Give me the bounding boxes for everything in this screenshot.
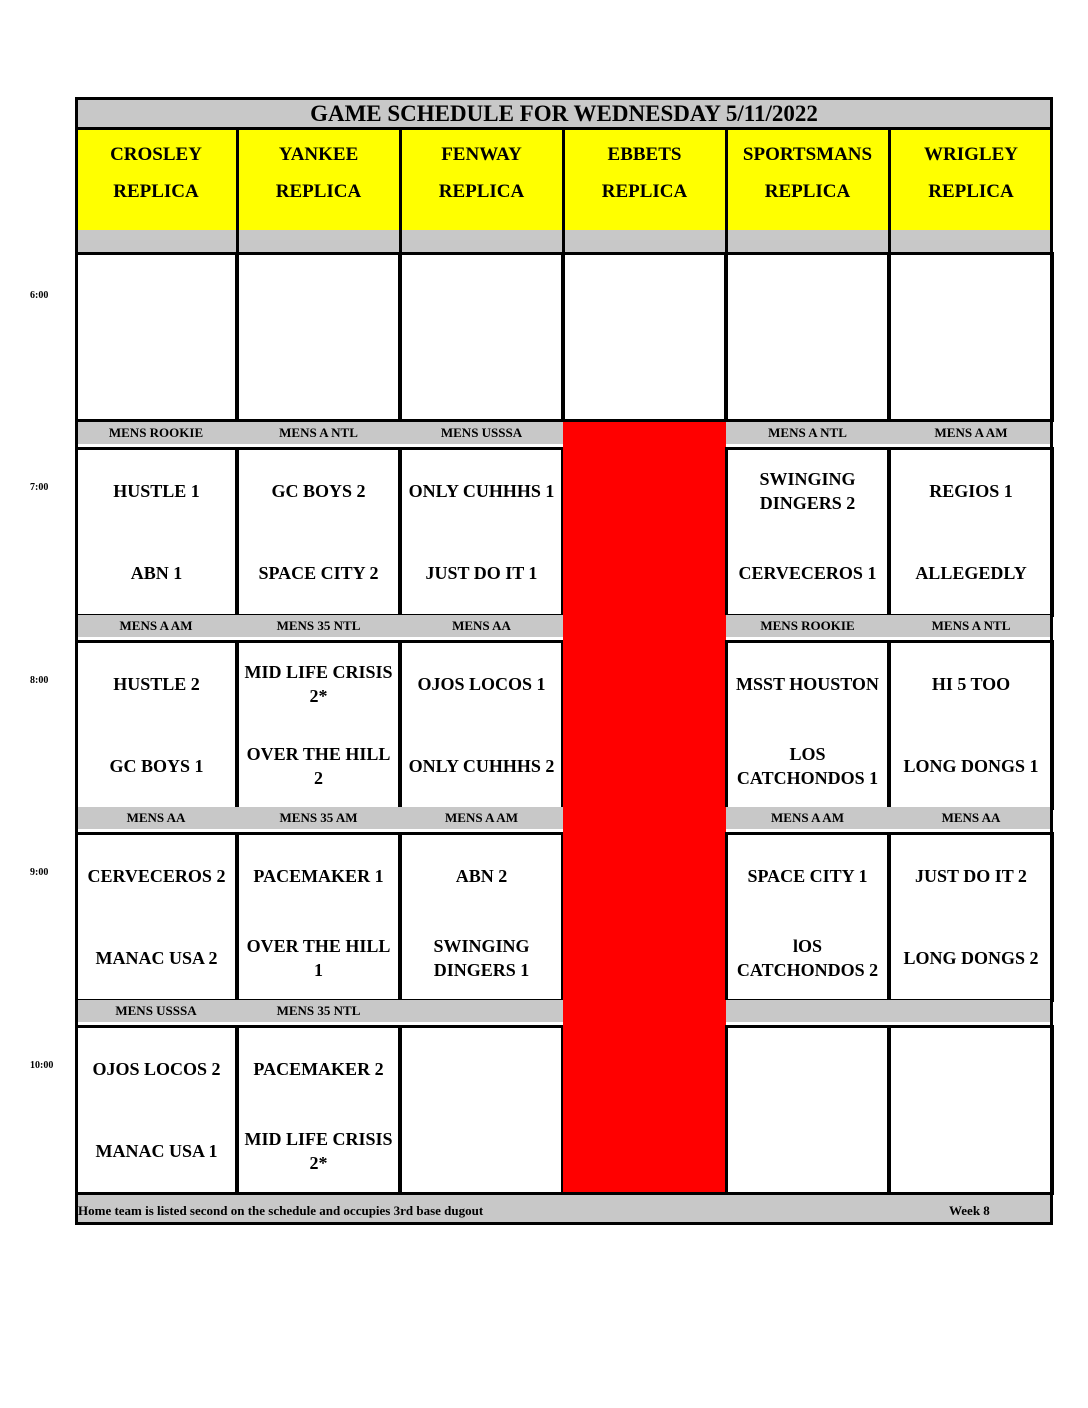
home-team: [241, 339, 396, 417]
time-label: 9:00: [30, 867, 49, 878]
column-divider: [562, 130, 565, 252]
home-team: [241, 727, 396, 805]
game-cell[interactable]: [399, 640, 564, 810]
field-name: WRIGLEY: [924, 144, 1018, 165]
home-team: [404, 727, 559, 805]
away-team: [404, 837, 559, 915]
away-team: [730, 257, 885, 335]
home-team-name: CERVECEROS 1: [738, 563, 877, 583]
closed-field-block: [563, 615, 726, 810]
closed-field-block: [563, 1000, 726, 1195]
field-name: YANKEE: [278, 144, 359, 165]
week-label: Week 8: [949, 1203, 990, 1218]
field-header-crosley: [75, 130, 237, 230]
game-cell[interactable]: [236, 640, 401, 810]
game-cell[interactable]: [725, 447, 890, 617]
home-team: [80, 1112, 233, 1190]
column-divider: [888, 130, 891, 252]
home-team: [730, 339, 885, 417]
division-label: [400, 1000, 563, 1022]
away-team: [893, 837, 1049, 915]
away-team: [730, 452, 885, 530]
division-label: MENS AA: [889, 807, 1053, 829]
division-label: MENS 35 AM: [237, 807, 400, 829]
home-team: [80, 339, 233, 417]
game-cell[interactable]: [75, 447, 238, 617]
game-cell[interactable]: [75, 640, 238, 810]
home-team-name: LOS CATCHONDOS 1: [736, 744, 879, 788]
game-cell[interactable]: [888, 832, 1054, 1002]
division-label: MENS A NTL: [237, 422, 400, 444]
away-team-name: HUSTLE 2: [113, 674, 200, 694]
division-label: MENS A AM: [75, 615, 237, 637]
game-cell[interactable]: [75, 252, 238, 422]
field-subtitle: REPLICA: [438, 181, 525, 202]
home-team-name: SWINGING DINGERS 1: [433, 936, 530, 980]
game-cell[interactable]: [399, 252, 564, 422]
away-team: [730, 645, 885, 723]
away-team-name: OJOS LOCOS 2: [92, 1059, 221, 1079]
home-team: [404, 534, 559, 612]
field-header-spacer: [726, 230, 889, 252]
away-team-name: MID LIFE CRISIS 2*: [244, 662, 393, 706]
away-team: [404, 1030, 559, 1108]
away-team: [730, 1030, 885, 1108]
time-label: 10:00: [30, 1060, 54, 1071]
division-label: MENS ROOKIE: [75, 422, 237, 444]
field-subtitle: REPLICA: [928, 181, 1014, 202]
game-cell[interactable]: [236, 447, 401, 617]
column-divider: [399, 130, 402, 252]
away-team-name: REGIOS 1: [929, 481, 1013, 501]
game-cell[interactable]: [75, 832, 238, 1002]
division-label: MENS A NTL: [889, 615, 1053, 637]
field-name: FENWAY: [441, 144, 522, 165]
away-team-name: SWINGING DINGERS 2: [759, 469, 856, 513]
home-team-name: ABN 1: [130, 563, 183, 583]
game-cell: [562, 252, 727, 422]
division-label: MENS A NTL: [726, 422, 889, 444]
away-team: [893, 1030, 1049, 1108]
away-team: [241, 1030, 396, 1108]
home-team: [730, 1112, 885, 1190]
schedule-sheet: [75, 97, 1053, 1225]
home-team-name: OVER THE HILL 1: [246, 936, 391, 980]
field-header-wrigley: [889, 130, 1053, 230]
game-cell[interactable]: [725, 252, 890, 422]
away-team: [893, 257, 1049, 335]
away-team: [241, 257, 396, 335]
away-team: [893, 452, 1049, 530]
time-label: 6:00: [30, 290, 49, 301]
field-subtitle: REPLICA: [113, 181, 199, 202]
away-team: [730, 837, 885, 915]
game-cell[interactable]: [888, 1025, 1054, 1195]
away-team: [404, 645, 559, 723]
division-label: MENS 35 NTL: [237, 615, 400, 637]
home-team-note: Home team is listed second on the schedule and occupies 3rd base dugout: [78, 1203, 484, 1218]
home-team-name: ALLEGEDLY: [915, 563, 1027, 583]
division-label: MENS A AM: [889, 422, 1053, 444]
home-team-name: MID LIFE CRISIS 2*: [244, 1129, 393, 1173]
field-name: EBBETS: [607, 144, 682, 165]
home-team: [893, 919, 1049, 997]
division-label: MENS AA: [75, 807, 237, 829]
home-team: [80, 919, 233, 997]
away-team: [80, 645, 233, 723]
division-label: MENS ROOKIE: [726, 615, 889, 637]
away-team-name: PACEMAKER 1: [253, 866, 384, 886]
away-team-name: PACEMAKER 2: [253, 1059, 384, 1079]
away-team-name: HUSTLE 1: [113, 481, 200, 501]
game-cell[interactable]: [399, 447, 564, 617]
field-header-sportsmans: [726, 130, 889, 230]
field-subtitle: REPLICA: [275, 181, 362, 202]
field-header-spacer: [889, 230, 1053, 252]
field-header-spacer: [237, 230, 400, 252]
game-cell[interactable]: [725, 832, 890, 1002]
home-team: [730, 727, 885, 805]
game-cell[interactable]: [888, 640, 1054, 810]
closed-field-block: [563, 422, 726, 617]
game-cell[interactable]: [75, 1025, 238, 1195]
game-cell[interactable]: [888, 252, 1054, 422]
time-label: 8:00: [30, 675, 49, 686]
home-team-name: LONG DONGS 2: [903, 948, 1039, 968]
column-divider: [725, 130, 728, 252]
home-team-name: MANAC USA 2: [95, 948, 218, 968]
away-team-name: GC BOYS 2: [271, 481, 366, 501]
game-cell[interactable]: [725, 1025, 890, 1195]
division-label: MENS AA: [400, 615, 563, 637]
home-team: [893, 727, 1049, 805]
field-header-fenway: [400, 130, 563, 230]
column-divider: [236, 130, 239, 252]
game-cell[interactable]: [399, 832, 564, 1002]
game-cell[interactable]: [399, 1025, 564, 1195]
division-label: MENS A AM: [726, 807, 889, 829]
home-team: [893, 534, 1049, 612]
closed-field-block: [563, 807, 726, 1002]
away-team: [80, 452, 233, 530]
away-team: [80, 257, 233, 335]
home-team-name: lOS CATCHONDOS 2: [736, 936, 879, 980]
field-header-spacer: [400, 230, 563, 252]
field-subtitle: REPLICA: [764, 181, 851, 202]
game-cell[interactable]: [888, 447, 1054, 617]
away-team: [80, 1030, 233, 1108]
home-team-name: MANAC USA 1: [95, 1141, 218, 1161]
away-team-name: ABN 2: [455, 866, 508, 886]
game-cell[interactable]: [725, 640, 890, 810]
home-team-name: ONLY CUHHHS 2: [408, 756, 555, 776]
away-team-name: CERVECEROS 2: [87, 866, 226, 886]
field-name: CROSLEY: [110, 144, 202, 165]
away-team: [404, 257, 559, 335]
away-team-name: SPACE CITY 1: [747, 866, 868, 886]
division-label: MENS USSSA: [400, 422, 563, 444]
away-team-name: OJOS LOCOS 1: [417, 674, 546, 694]
away-team: [893, 645, 1049, 723]
away-team-name: MSST HOUSTON: [736, 674, 879, 694]
schedule-footer: [75, 1192, 1053, 1225]
game-cell[interactable]: [236, 1025, 401, 1195]
home-team: [241, 919, 396, 997]
home-team: [404, 919, 559, 997]
home-team-name: JUST DO IT 1: [425, 563, 538, 583]
home-team-name: OVER THE HILL 2: [246, 744, 391, 788]
home-team: [404, 1112, 559, 1190]
game-cell[interactable]: [236, 832, 401, 1002]
home-team: [241, 1112, 396, 1190]
division-label: MENS A AM: [400, 807, 563, 829]
home-team: [730, 534, 885, 612]
game-cell[interactable]: [236, 252, 401, 422]
schedule-title: GAME SCHEDULE FOR WEDNESDAY 5/11/2022: [75, 97, 1053, 130]
away-team: [241, 645, 396, 723]
home-team: [404, 339, 559, 417]
division-label: [889, 1000, 1053, 1022]
away-team-name: HI 5 TOO: [931, 674, 1011, 694]
away-team: [404, 452, 559, 530]
home-team-name: SPACE CITY 2: [258, 563, 379, 583]
away-team: [80, 837, 233, 915]
time-label: 7:00: [30, 482, 49, 493]
home-team: [730, 919, 885, 997]
home-team: [241, 534, 396, 612]
away-team: [241, 837, 396, 915]
away-team: [241, 452, 396, 530]
home-team-name: LONG DONGS 1: [903, 756, 1039, 776]
field-header-ebbets: [563, 130, 726, 230]
division-label: MENS 35 NTL: [237, 1000, 400, 1022]
away-team-name: ONLY CUHHHS 1: [408, 481, 555, 501]
field-subtitle: REPLICA: [601, 181, 688, 202]
home-team: [80, 534, 233, 612]
division-label: MENS USSSA: [75, 1000, 237, 1022]
home-team: [80, 727, 233, 805]
home-team: [893, 1112, 1049, 1190]
field-header-spacer: [75, 230, 237, 252]
away-team-name: JUST DO IT 2: [915, 866, 1027, 886]
division-label: [726, 1000, 889, 1022]
home-team-name: GC BOYS 1: [109, 756, 204, 776]
field-name: SPORTSMANS: [742, 144, 873, 165]
field-header-spacer: [563, 230, 726, 252]
home-team: [893, 339, 1049, 417]
field-header-yankee: [237, 130, 400, 230]
